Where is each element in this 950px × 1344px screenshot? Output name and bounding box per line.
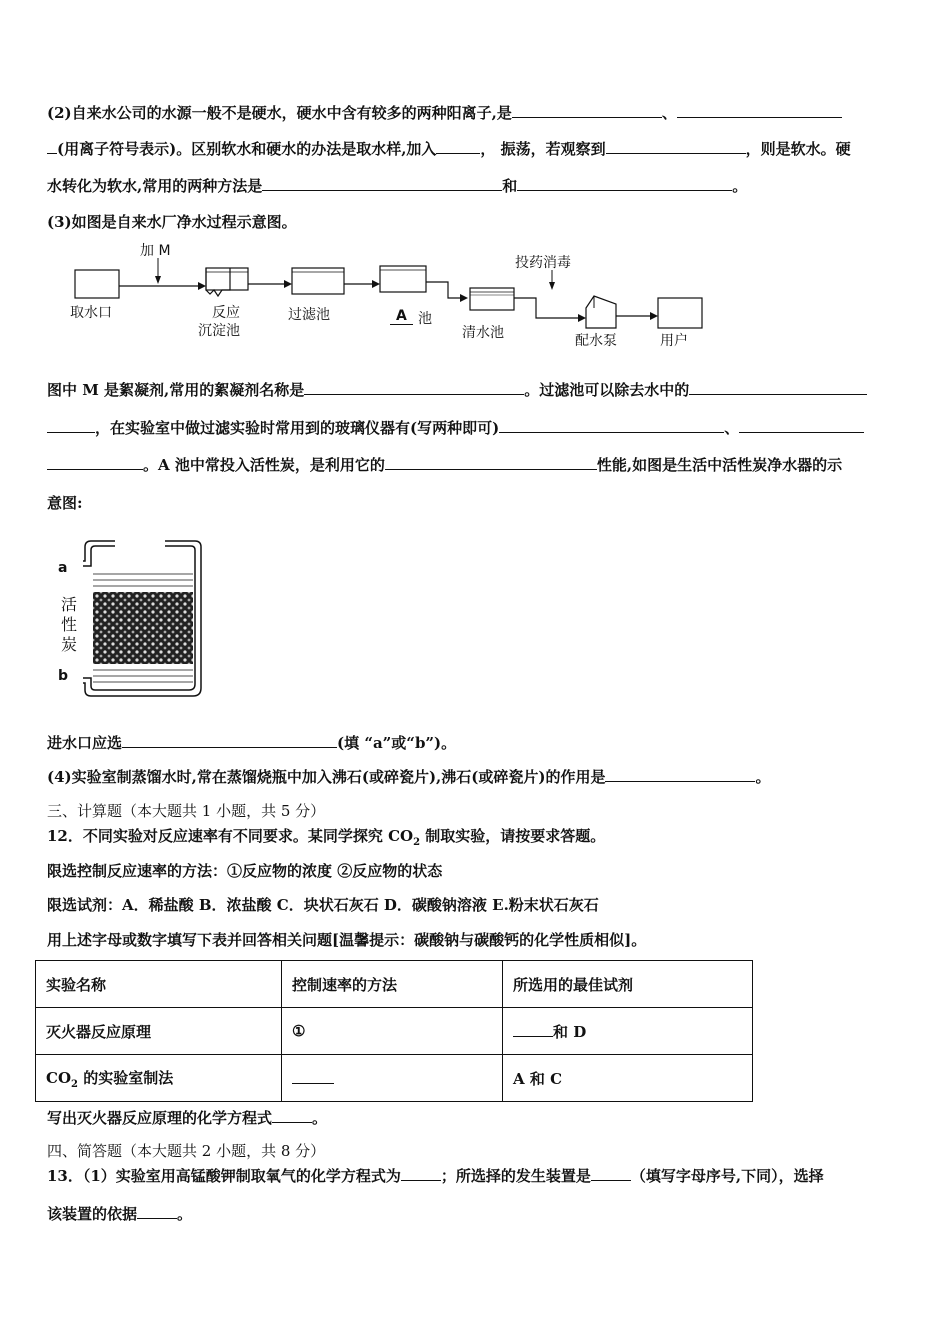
q12-methods: 限选控制反应速率的方法：①反应物的浓度 ②反应物的状态 [47,862,443,880]
blank[interactable] [47,418,95,433]
pump-label: 配水泵 [575,333,617,349]
table-cell: 和 D [503,1008,753,1055]
blank[interactable] [401,1166,441,1181]
q13-line1: 13．（1）实验室用高锰酸钾制取氧气的化学方程式为 ；所选择的发生装置是 （填写字母序号,下同），选择 [47,1167,824,1185]
blank[interactable] [122,733,337,748]
carbon-char-3: 炭 [61,635,78,654]
table-cell: A 和 C [503,1055,753,1102]
q3-intro: (3)如图是自来水厂净水过程示意图。 [47,213,297,231]
blank[interactable] [292,1069,334,1084]
table-header: 所选用的最佳试剂 [503,961,753,1008]
settle-label-2: 沉淀池 [198,323,240,339]
settle-label-1: 反应 [212,305,240,321]
table-cell [282,1055,503,1102]
blank[interactable] [517,176,732,191]
q2-line2: (用离子符号表示)。区别软水和硬水的办法是取水样,加入 ， 振荡，若观察到 ，则是软水。硬 [47,139,851,159]
blank[interactable] [591,1166,631,1181]
blank[interactable] [137,1204,177,1219]
blank[interactable] [385,455,597,470]
q3-line3: 。A 池中常投入活性炭，是利用它的 性能,如图是生活中活性炭净水器的示 [47,455,842,475]
carbon-filter-svg [55,538,210,703]
table-cell: 灭火器反应原理 [36,1008,282,1055]
table-cell: $CO_2$ 的实验室制法 [36,1055,282,1102]
inlet-line: 进水口应选 (填 “a”或“b”)。 [47,734,457,752]
blank[interactable] [739,418,864,433]
filter-label: 过滤池 [288,307,330,323]
table-cell: ① [282,1008,503,1055]
q3-line4: 意图: [47,494,83,512]
blank[interactable] [436,139,480,154]
table-header: 控制速率的方法 [282,961,503,1008]
intake-label: 取水口 [70,305,112,321]
a-pool-label: 池 [418,311,432,327]
user-label: 用户 [660,333,688,349]
q12-reagents: 限选试剂：A．稀盐酸 B．浓盐酸 C．块状石灰石 D．碳酸钠溶液 E.粉末状石灰石 [47,896,599,914]
carbon-char-2: 性 [61,615,78,634]
port-a-label: a [58,560,68,576]
blank[interactable] [499,418,724,433]
q2-line3: 水转化为软水,常用的两种方法是 和 。 [47,177,748,195]
q12-equation: 写出灭火器反应原理的化学方程式 。 [47,1109,328,1127]
blank[interactable] [47,139,57,154]
blank[interactable] [262,176,502,191]
clear-pool-label: 清水池 [462,325,504,341]
q3-line2: ，在实验室中做过滤实验时常用到的玻璃仪器有(写两种即可) 、 [47,418,864,438]
blank[interactable] [606,139,746,154]
port-b-label: b [58,668,69,684]
dose-label: 投药消毒 [515,255,571,271]
blank[interactable] [512,103,662,118]
blank[interactable] [47,455,143,470]
q2-line1: (2)自来水公司的水源一般不是硬水，硬水中含有较多的两种阳离子,是 、 [47,103,842,123]
q12-intro: 12．不同实验对反应速率有不同要求。某同学探究 $CO_2$ 制取实验，请按要求答题。 [47,827,606,848]
table-header: 实验名称 [36,961,282,1008]
table-row [36,1055,753,1102]
blank[interactable] [689,380,867,395]
water-plant-diagram [60,238,720,358]
section-4-heading: 四、简答题（本大题共 2 小题，共 8 分） [47,1142,326,1160]
add-m-label: 加 M [140,243,171,259]
blank[interactable] [677,103,842,118]
blank[interactable] [272,1108,312,1123]
q12-hint: 用上述字母或数字填写下表并回答相关问题[温馨提示：碳酸钠与碳酸钙的化学性质相似]。 [47,931,647,949]
blank[interactable] [513,1022,553,1037]
blank[interactable] [605,767,755,782]
q4-line: (4)实验室制蒸馏水时,常在蒸馏烧瓶中加入沸石(或碎瓷片),沸石(或碎瓷片)的作用是 。 [47,768,771,786]
table-header-row [36,961,753,1008]
table-row [36,1008,753,1055]
a-pool-letter: A [390,308,413,325]
blank[interactable] [304,380,524,395]
experiment-table [35,960,753,1102]
carbon-filter-diagram [55,538,210,703]
q3-line1: 图中 M 是絮凝剂,常用的絮凝剂名称是 。过滤池可以除去水中的 [47,380,867,400]
q13-line2: 该装置的依据 。 [47,1205,193,1223]
carbon-char-1: 活 [61,595,78,614]
section-3-heading: 三、计算题（本大题共 1 小题，共 5 分） [47,802,326,820]
